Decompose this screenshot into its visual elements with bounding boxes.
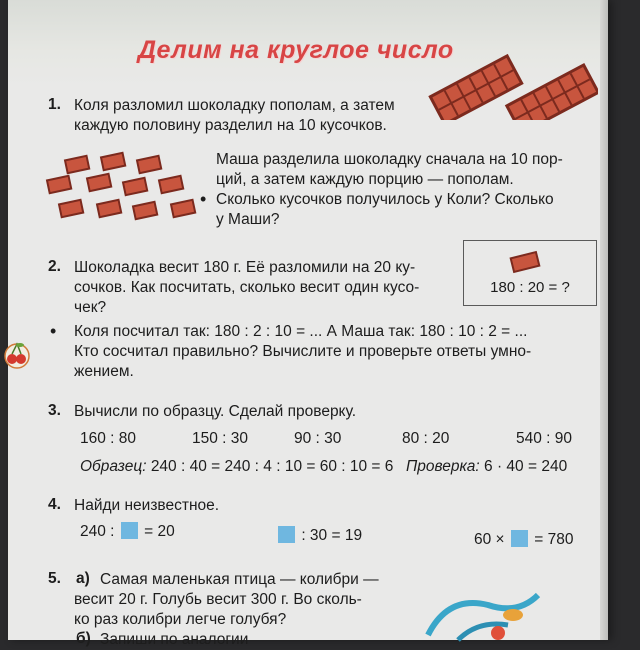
- task1-line2: каждую половину разделил на 10 кусочков.: [74, 117, 387, 134]
- chocolate-pieces-illustration: [36, 150, 206, 232]
- check-expression: 6 · 40 = 240: [484, 458, 568, 475]
- task1-question-line1: Сколько кусочков получилось у Коли? Сколько: [216, 191, 554, 208]
- eq2-right: : 30 = 19: [301, 527, 363, 544]
- task1-question-line2: у Маши?: [216, 211, 280, 228]
- task1-bullet: •: [200, 189, 207, 209]
- formula-frame: [463, 240, 597, 306]
- task5-number: 5.: [48, 570, 61, 587]
- task5-part-b: б): [76, 630, 91, 647]
- sample-expression: 240 : 40 = 240 : 4 : 10 = 60 : 10 = 6: [150, 458, 394, 475]
- eq1-right: = 20: [144, 523, 175, 540]
- eq3-left: 60 ×: [474, 531, 505, 548]
- task4-instruction: Найди неизвестное.: [74, 497, 220, 514]
- chocolate-bars-illustration: [428, 40, 598, 120]
- task3-expression-4: 80 : 20: [402, 430, 450, 447]
- eq3-right: = 780: [534, 531, 574, 548]
- page-edge: [600, 0, 608, 640]
- task1-line1: Коля разломил шоколадку пополам, а затем: [74, 97, 395, 114]
- task3-expression-5: 540 : 90: [516, 430, 573, 447]
- task2-line3: чек?: [74, 299, 107, 316]
- task5-line3: ко раз колибри легче голубя?: [74, 611, 287, 628]
- task3-expression-2: 150 : 30: [192, 430, 249, 447]
- task2-bullet-line1: Коля посчитал так: 180 : 2 : 10 = ... А Маша так: 180 : 10 : 2 = ...: [74, 323, 528, 340]
- task5-partial-line: Запиши по аналогии: [100, 631, 249, 648]
- unknown-box[interactable]: [511, 530, 528, 547]
- task2-number: 2.: [48, 258, 61, 275]
- task1-masha-line2: ций, а затем каждую порцию — пополам.: [216, 171, 514, 188]
- task5-line2: весит 20 г. Голубь весит 300 г. Во сколь-: [74, 591, 362, 608]
- task2-bullet-line2: Кто сосчитал правильно? Вычислите и проверьте ответы умно-: [74, 343, 532, 360]
- task4-number: 4.: [48, 496, 61, 513]
- hummingbird-illustration: [418, 585, 568, 645]
- task3-expression-1: 160 : 80: [80, 430, 137, 447]
- chocolate-piece-icon: [506, 247, 546, 275]
- unknown-box[interactable]: [278, 526, 295, 543]
- sample-label: Образец:: [80, 458, 147, 475]
- task2-bullet: •: [50, 321, 57, 341]
- task4-equation-2: [276, 526, 362, 545]
- task2-line1: Шоколадка весит 180 г. Её разломили на 20 ку-: [74, 259, 416, 276]
- textbook-page: [8, 0, 608, 648]
- unknown-box[interactable]: [121, 522, 138, 539]
- task2-bullet-line3: жением.: [74, 363, 134, 380]
- task2-line2: сочков. Как посчитать, сколько весит один кусо-: [74, 279, 420, 296]
- task3-instruction: Вычисли по образцу. Сделай проверку.: [74, 403, 357, 420]
- task5-part-a: а): [76, 570, 90, 587]
- task3-expression-3: 90 : 30: [294, 430, 342, 447]
- check-label: Проверка:: [406, 458, 480, 475]
- eq1-left: 240 :: [80, 523, 115, 540]
- task4-equation-1: [80, 522, 175, 541]
- cherry-apple-icon: [2, 338, 32, 372]
- page-title: Делим на круглое число: [138, 36, 454, 64]
- task5-line1: Самая маленькая птица — колибри —: [100, 571, 379, 588]
- task4-equation-3: [474, 530, 573, 549]
- task3-number: 3.: [48, 402, 61, 419]
- task3-sample-row: [80, 458, 393, 476]
- task1-number: 1.: [48, 96, 61, 113]
- task3-check-row: [406, 458, 567, 476]
- frame-formula: 180 : 20 = ?: [490, 279, 570, 296]
- task1-masha-line1: Маша разделила шоколадку сначала на 10 пор-: [216, 151, 563, 168]
